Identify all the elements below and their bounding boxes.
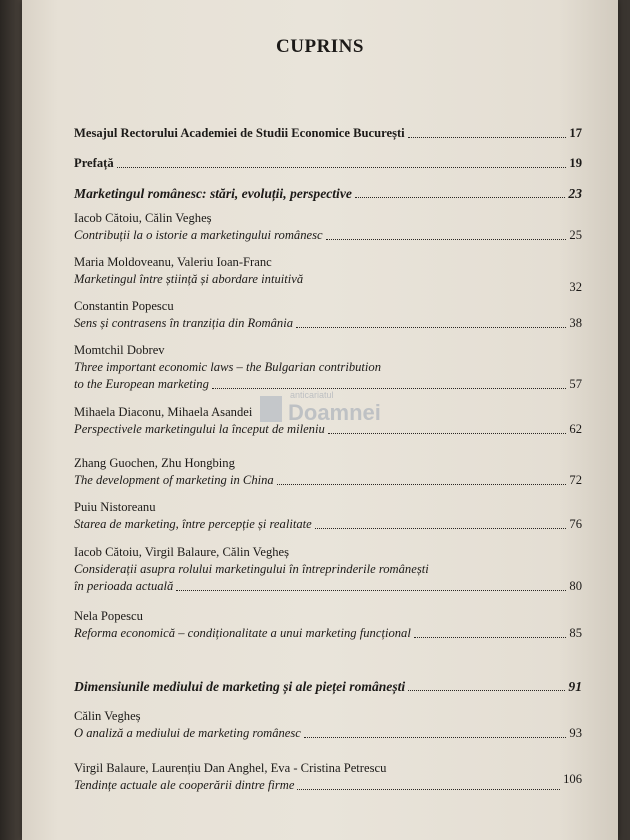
leader-dots [328,433,567,434]
toc-entry [74,760,582,794]
book-gutter [0,0,22,840]
leader-dots [212,388,567,389]
entry-title: Prefață [74,156,114,170]
leader-dots [355,197,566,198]
leader-dots [326,239,567,240]
leader-dots [304,737,567,738]
book-page [22,0,618,840]
toc-entry [74,499,582,533]
entry-title: to the European marketing [74,377,209,391]
entry-page: 76 [569,517,582,531]
entry-page: 32 [569,280,582,294]
watermark-icon [260,396,282,422]
entry-author: Virgil Balaure, Laurențiu Dan Anghel, Eva - Cristina Petrescu [74,761,387,775]
entry-page: 62 [569,422,582,436]
toc-entry [74,210,582,244]
entry-author: Momtchil Dobrev [74,343,165,357]
entry-page: 19 [569,156,582,170]
entry-title: Contribuții la o istorie a marketingului românesc [74,228,323,242]
toc-entry [74,342,582,393]
entry-page: 72 [569,473,582,487]
entry-title: Mesajul Rectorului Academiei de Studii Economice București [74,126,405,140]
entry-title: în perioada actuală [74,579,174,593]
toc-entry [74,298,582,332]
entry-author: Iacob Cătoiu, Călin Vegheș [74,211,212,225]
leader-dots [117,167,567,168]
entry-title: Perspectivele marketingului la început de mileniu [74,422,325,436]
watermark-small-text: anticariatul [290,390,334,400]
toc-entry [74,608,582,642]
entry-page: 38 [569,316,582,330]
leader-dots [408,690,565,691]
entry-title: The development of marketing in China [74,473,274,487]
entry-page: 17 [569,126,582,140]
entry-page: 106 [563,772,582,786]
entry-author: Maria Moldoveanu, Valeriu Ioan-Franc [74,255,272,269]
entry-page: 93 [569,726,582,740]
entry-page: 57 [569,377,582,391]
watermark-logo [260,390,420,430]
toc-entry [74,708,582,742]
section-title: Dimensiunile mediului de marketing și ale pieței românești [74,679,406,694]
toc-entry [74,544,582,595]
entry-page: 91 [568,679,582,694]
leader-dots [297,789,560,790]
entry-author: Călin Vegheș [74,709,141,723]
leader-dots [408,137,567,138]
toc-entry [74,455,582,489]
entry-title-line: Three important economic laws – the Bulgarian contribution [74,360,382,374]
leader-dots [176,590,566,591]
entry-title: Marketingul între știință și abordare intuitivă [74,272,304,286]
watermark-big-text: Doamnei [288,400,381,425]
section-title: Marketingul românesc: stări, evoluții, perspective [74,186,352,201]
entry-author: Iacob Cătoiu, Virgil Balaure, Călin Vegheș [74,545,290,559]
entry-page: 25 [569,228,582,242]
toc-entry [74,254,582,294]
toc-section-romanian-marketing [74,185,582,202]
entry-author: Zhang Guochen, Zhu Hongbing [74,456,235,470]
leader-dots [315,528,567,529]
entry-title-line: Considerații asupra rolului marketingului în întreprinderile românești [74,562,429,576]
entry-title: Starea de marketing, între percepție și realitate [74,517,312,531]
toc-entry-preface [74,155,582,172]
entry-author: Constantin Popescu [74,299,174,313]
toc-section-marketing-environment [74,678,582,695]
entry-author: Mihaela Diaconu, Mihaela Asandei [74,405,253,419]
leader-dots [296,327,566,328]
entry-page: 23 [568,186,582,201]
entry-author: Nela Popescu [74,609,143,623]
leader-dots [277,484,567,485]
entry-page: 80 [569,579,582,593]
entry-author: Puiu Nistoreanu [74,500,156,514]
leader-dots [414,637,567,638]
entry-title: Tendințe actuale ale cooperării dintre firme [74,778,295,792]
entry-title: Sens și contrasens în tranziția din România [74,316,293,330]
entry-title: Reforma economică – condiționalitate a unui marketing funcțional [74,626,411,640]
page-title: CUPRINS [276,36,364,57]
toc-entry-rector-message [74,125,582,142]
entry-page: 85 [569,626,582,640]
entry-title: O analiză a mediului de marketing românesc [74,726,301,740]
